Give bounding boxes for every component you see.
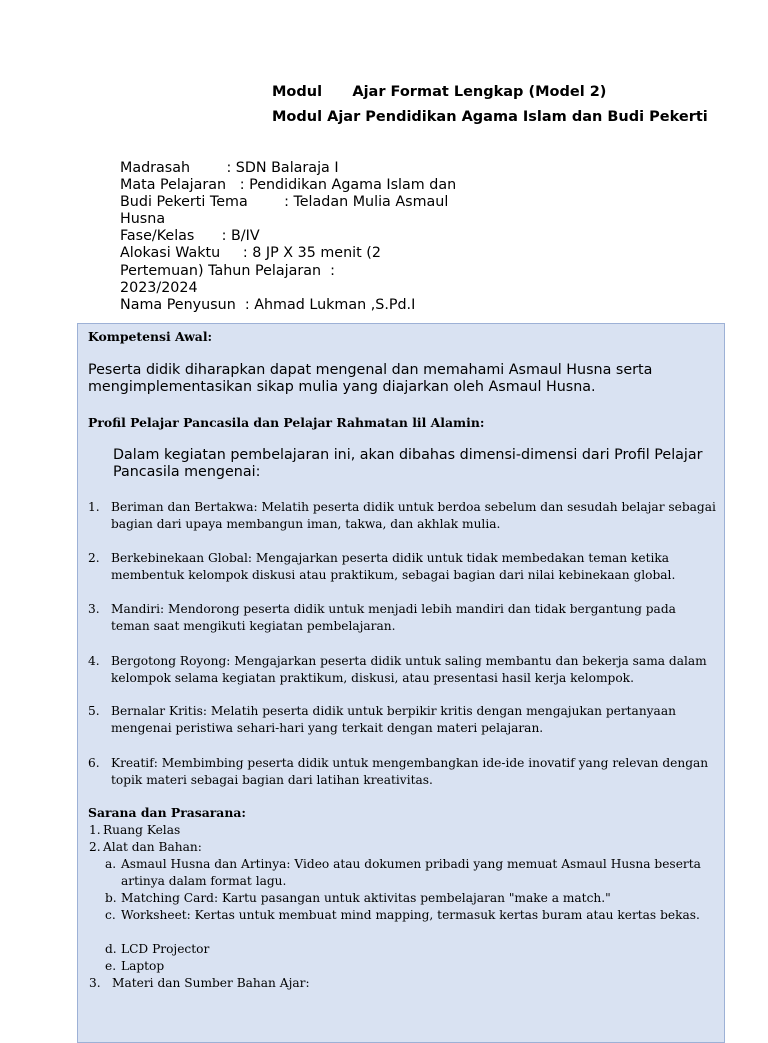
sarana-subitem-text: Matching Card: Kartu pasangan untuk aktivitas pembelajaran "make a match." [121, 891, 611, 905]
sarana-subitem-text: Worksheet: Kertas untuk membuat mind mapping, termasuk kertas buram atau kertas bekas. [121, 908, 700, 922]
identity-line: Husna [120, 211, 166, 228]
sarana-item [89, 839, 709, 856]
module-identity [120, 160, 510, 314]
list-item-number: 2. [88, 551, 100, 565]
sarana-subitem [105, 856, 710, 890]
sarana-subitem-letter: b. [105, 891, 117, 905]
list-item-text: Kreatif: Membimbing peserta didik untuk mengembangkan ide-ide inovatif yang relevan dengan topik materi sebagai bagian dari latihan kreativitas. [111, 756, 709, 788]
kompetensi-text: Peserta didik diharapkan dapat mengenal dan memahami Asmaul Husna serta mengimplementasikan sikap mulia yang diajarkan oleh Asmaul Husna. [88, 362, 653, 395]
module-subtitle: Modul Ajar Pendidikan Agama Islam dan Budi Pekerti [272, 109, 708, 125]
sarana-subitem [105, 907, 710, 924]
module-title: Modul Ajar Format Lengkap (Model 2) [272, 84, 607, 100]
list-item [88, 755, 718, 789]
sarana-subitem [105, 890, 710, 907]
identity-line: Madrasah : SDN Balaraja I [120, 160, 339, 176]
sarana-item [89, 822, 709, 839]
sarana-heading: Sarana dan Prasarana: [88, 805, 246, 820]
identity-line: Pertemuan) Tahun Pelajaran : [120, 262, 335, 279]
identity-line: Mata Pelajaran : Pendidikan Agama Islam dan [120, 177, 457, 194]
list-item-text: Bergotong Royong: Mengajarkan peserta didik untuk saling membantu dan bekerja sama dalam kelompok selama kegiatan praktikum, diskusi, atau presentasi hasil kerja kelompok. [111, 654, 707, 686]
sarana-subitem-text: Laptop [121, 959, 165, 973]
sarana-subitem-letter: a. [105, 857, 117, 871]
identity-line: Fase/Kelas : B/IV [120, 228, 260, 245]
identity-line: Budi Pekerti Tema : Teladan Mulia Asmaul [120, 194, 449, 211]
sarana-item-number: 1. [89, 823, 101, 837]
profil-intro: Dalam kegiatan pembelajaran ini, akan dibahas dimensi-dimensi dari Profil Pelajar Pancasila mengenai: [113, 447, 703, 480]
list-item [88, 550, 718, 584]
sarana-subitem [105, 941, 710, 958]
list-item-number: 5. [88, 704, 100, 718]
sarana-item-number: 2. [89, 840, 101, 854]
sarana-item [89, 975, 709, 992]
list-item-text: Beriman dan Bertakwa: Melatih peserta didik untuk berdoa sebelum dan sesudah belajar sebagai bagian dari upaya membangun iman, takwa, dan akhlak mulia. [111, 500, 716, 532]
sarana-item-text: Ruang Kelas [103, 823, 181, 837]
identity-line: Alokasi Waktu : 8 JP X 35 menit (2 [120, 245, 381, 262]
sarana-subitem [105, 958, 710, 975]
list-item-text: Berkebinekaan Global: Mengajarkan peserta didik untuk tidak membedakan teman ketika membentuk kelompok diskusi atau praktikum, sebagai bagian dari nilai kebinekaan global. [111, 551, 676, 583]
sarana-subitem-text: LCD Projector [121, 942, 210, 956]
list-item-number: 6. [88, 756, 100, 770]
sarana-subitem-letter: d. [105, 942, 117, 956]
list-item [88, 601, 718, 635]
identity-line: 2023/2024 [120, 279, 198, 296]
list-item [88, 703, 718, 737]
list-item-number: 1. [88, 500, 100, 514]
sarana-subitem-letter: c. [105, 908, 116, 922]
list-item-number: 3. [88, 602, 100, 616]
list-item [88, 653, 718, 687]
sarana-item-text: Materi dan Sumber Bahan Ajar: [112, 976, 310, 990]
sarana-item-text: Alat dan Bahan: [103, 840, 202, 854]
profil-heading: Profil Pelajar Pancasila dan Pelajar Rahmatan lil Alamin: [88, 415, 485, 430]
identity-line: Nama Penyusun : Ahmad Lukman ,S.Pd.I [120, 296, 416, 313]
list-item-number: 4. [88, 654, 100, 668]
kompetensi-heading: Kompetensi Awal: [88, 329, 213, 344]
list-item-text: Mandiri: Mendorong peserta didik untuk menjadi lebih mandiri dan tidak bergantung pada teman saat mengikuti kegiatan pembelajaran. [111, 602, 676, 634]
sarana-item-number: 3. [89, 976, 101, 990]
list-item-text: Bernalar Kritis: Melatih peserta didik untuk berpikir kritis dengan mengajukan pertanyaan mengenai peristiwa sehari-hari yang terkait dengan materi pelajaran. [111, 704, 676, 736]
list-item [88, 499, 718, 533]
sarana-subitem-text: Asmaul Husna dan Artinya: Video atau dokumen pribadi yang memuat Asmaul Husna beserta artinya dalam format lagu. [121, 857, 701, 889]
sarana-subitem-letter: e. [105, 959, 117, 973]
